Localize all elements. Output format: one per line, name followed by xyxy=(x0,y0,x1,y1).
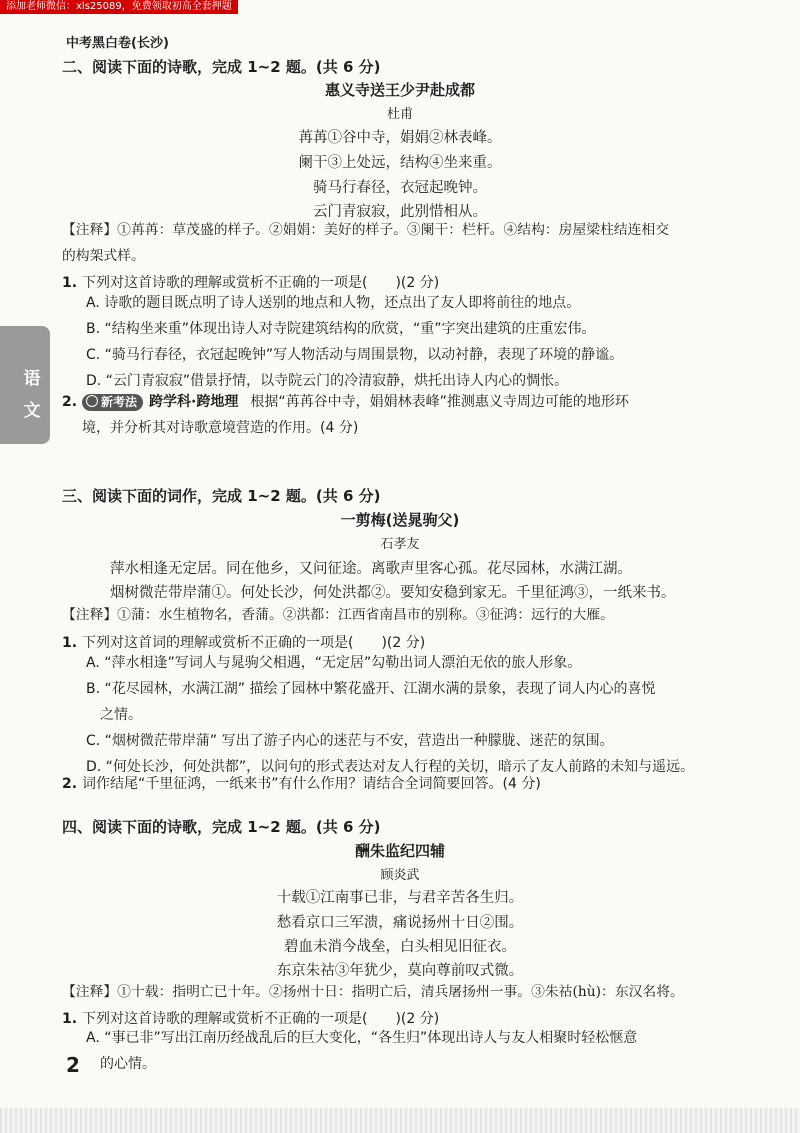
option-b-continued: 之情。 xyxy=(100,707,142,723)
section4-poem-line-4: 东京朱祜③年犹少，莫向尊前叹式微。 xyxy=(276,963,524,979)
new-method-badge xyxy=(82,394,143,411)
section3-ci-line-1: 萍水相逢无定居。同在他乡，又问征途。离歌声里客心孤。花尽园林，水满江湖。 xyxy=(110,561,632,577)
section3-heading: 三、阅读下面的词作，完成 1~2 题。(共 6 分) xyxy=(62,487,381,505)
section4-poem-line-3: 碧血未消今战垒，白头相见旧征衣。 xyxy=(284,939,516,955)
question-2-line-1 xyxy=(62,389,752,415)
section4-poem-line-2: 愁看京口三军溃，痛说扬州十日②围。 xyxy=(276,915,524,931)
question-2-line-2: 境，并分析其对诗歌意境营造的作用。(4 分) xyxy=(82,420,359,436)
question-text: 下列对这首诗歌的理解或赏析不正确的一项是( )(2 分) xyxy=(82,1011,440,1027)
option-d: D. “云门青寂寂”借景抒情，以寺院云门的冷清寂静，烘托出诗人内心的惆怅。 xyxy=(86,373,569,389)
section2-poem-line-1: 苒苒①谷中寺，娟娟②林表峰。 xyxy=(298,130,502,146)
option-a-continued: 的心情。 xyxy=(100,1056,156,1072)
option-a: A. “事已非”写出江南历经战乱后的巨大变化，“各生归”体现出诗人与友人相聚时轻松惬意 xyxy=(86,1030,638,1046)
option-c: C. “骑马行春径，衣冠起晚钟”写人物活动与周围景物，以动衬静，表现了环境的静谧。 xyxy=(86,347,624,363)
section4-poem-line-1: 十载①江南事已非，与君辛苦各生归。 xyxy=(276,890,524,906)
question-number: 2. xyxy=(62,776,78,792)
section2-note-line-2: 的构架式样。 xyxy=(62,248,145,264)
option-b: B. “花尽园林，水满江湖” 描绘了园林中繁花盛开、江湖水满的景象，表现了词人内心的喜悦 xyxy=(86,681,656,697)
section2-heading: 二、阅读下面的诗歌，完成 1~2 题。(共 6 分) xyxy=(62,58,381,76)
option-b: B. “结构坐来重”体现出诗人对寺院建筑结构的欣赏，“重”字突出建筑的庄重宏伟。 xyxy=(86,321,596,337)
question-number: 1. xyxy=(62,635,78,651)
section2-note-line-1: 【注释】①苒苒：草茂盛的样子。②娟娟：美好的样子。③阑干：栏杆。④结构：房屋梁柱结连相交 xyxy=(62,222,670,238)
side-tab-char-1: 语 xyxy=(23,369,41,389)
section3-ci-line-2: 烟树微茫带岸蒲①。何处长沙，何处洪都②。要知安稳到家无。千里征鸿③，一纸来书。 xyxy=(110,585,676,601)
subject-side-tab xyxy=(0,326,50,444)
option-c: C. “烟树微茫带岸蒲” 写出了游子内心的迷茫与不安，营造出一种朦胧、迷茫的氛围。 xyxy=(86,733,614,749)
question-text: 下列对这首诗歌的理解或赏析不正确的一项是( )(2 分) xyxy=(82,275,440,291)
section2-poem-title: 惠义寺送王少尹赴成都 xyxy=(324,81,475,99)
badge-label: 新考法 xyxy=(101,395,138,409)
section2-poem-line-2: 阑干③上处远，结构④坐来重。 xyxy=(298,155,502,171)
section4-note: 【注释】①十载：指明亡已十年。②扬州十日：指明亡后，清兵屠扬州一事。③朱祜(hù)：东汉名将。 xyxy=(62,984,684,1000)
section3-author: 石孝友 xyxy=(380,537,420,552)
question-number: 1. xyxy=(62,1011,78,1027)
section2-q1-options xyxy=(86,290,746,394)
section3-q1-options xyxy=(86,650,746,780)
section2-poem-line-4: 云门青寂寂，此别惜相从。 xyxy=(313,204,487,220)
section2-note xyxy=(62,217,752,269)
option-a: A. 诗歌的题目既点明了诗人送别的地点和人物，还点出了友人即将前往的地点。 xyxy=(86,295,581,311)
section3-poem-title: 一剪梅(送晁驹父) xyxy=(340,511,460,529)
lightbulb-icon xyxy=(86,395,98,407)
question-text: 词作结尾“千里征鸿，一纸来书”有什么作用？请结合全词简要回答。(4 分) xyxy=(82,776,541,792)
section3-note: 【注释】①蒲：水生植物名，香蒲。②洪都：江西省南昌市的别称。③征鸿：远行的大雁。 xyxy=(62,607,614,623)
page-number: 2 xyxy=(66,1053,80,1077)
section2-author: 杜甫 xyxy=(386,107,413,122)
watermark-banner: 添加老师微信：xls25089，免费领取初高全套押题 xyxy=(0,0,238,14)
section4-poem-title: 酬朱监纪四辅 xyxy=(354,842,445,860)
section4-heading: 四、阅读下面的诗歌，完成 1~2 题。(共 6 分) xyxy=(62,818,381,836)
section3-question-1 xyxy=(62,632,752,652)
question-number: 2. xyxy=(62,394,78,410)
question-text: 根据“苒苒谷中寺，娟娟林表峰”推测惠义寺周边可能的地形环 xyxy=(250,394,629,410)
question-text: 下列对这首词的理解或赏析不正确的一项是( )(2 分) xyxy=(82,635,426,651)
section4-q1-options xyxy=(86,1025,746,1077)
section4-author: 顾炎武 xyxy=(380,868,420,883)
question-number: 1. xyxy=(62,275,78,291)
section3-question-2 xyxy=(62,773,752,793)
option-a: A. “萍水相逢”写词人与晁驹父相遇，“无定居”勾勒出词人漂泊无依的旅人形象。 xyxy=(86,655,582,671)
side-tab-char-2: 文 xyxy=(23,401,41,421)
section2-question-2 xyxy=(62,389,752,441)
section2-question-1 xyxy=(62,272,752,292)
cross-subject-tag: 跨学科·跨地理 xyxy=(149,394,239,410)
section2-poem-line-3: 骑马行春径，衣冠起晚钟。 xyxy=(313,180,487,196)
header-title: 中考黑白卷(长沙) xyxy=(66,36,169,51)
scan-bottom-band xyxy=(0,1108,800,1133)
option-d: D. “何处长沙，何处洪都”，以问句的形式表达对友人行程的关切，暗示了友人前路的未知与遥远。 xyxy=(86,759,695,775)
